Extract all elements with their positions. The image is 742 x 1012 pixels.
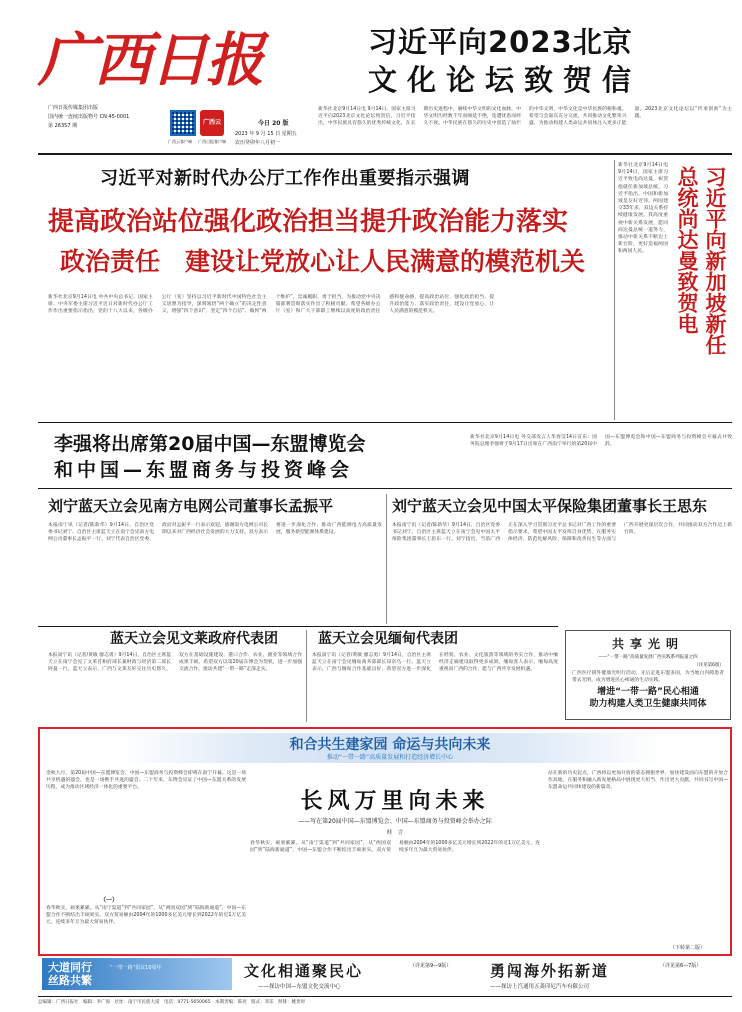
share-headline-2: 助力构建人类卫生健康共同体 xyxy=(589,699,707,709)
share-box xyxy=(565,630,731,720)
section-rule xyxy=(38,626,558,627)
side-story-headline-2: 总统尚达曼致贺电 xyxy=(675,166,699,334)
li-headline-2: 和中国—东盟商务与投资峰会 xyxy=(54,459,354,481)
edition-count: 今日 20 版 xyxy=(258,120,289,127)
feature-jump: （下转第二版） xyxy=(670,945,706,951)
top-story-headline-2: 文化论坛致贺信 xyxy=(368,63,642,97)
publisher-line: 广西日报传媒集团出版 xyxy=(48,105,99,111)
column-divider xyxy=(306,630,307,722)
column-divider xyxy=(386,494,387,624)
masthead-rule xyxy=(38,153,732,155)
app-logo-icon: 广西云 xyxy=(200,110,224,136)
section-rule xyxy=(38,488,732,489)
meeting-text-1: 本报南宁讯（记者/陈新华）9月14日，自治区党委书记刘宁、自治区主席蓝天立在南宁会见南方电网公司董事长孟振平一行。刘宁代表自治区党委、政府对孟振平一行表示欢迎，感谢南方电网公司长期以来对广西经济社会发展的大力支持。双方表示将进一步深化合作，推动广西能源电力高质量发展，服务新型能源体系建设。 xyxy=(48,523,382,543)
lead-text: 新华社北京9月14日电 中共中央总书记、国家主席、中央军委主席习近平近日对新时代办公厅工作作出重要指示指出，党的十八大以来，各级办公厅（室）坚持以习近平新时代中国特色社会主义思想为指导，深刻领悟“两个确立”的决定性意义，增强“四个意识”、坚定“四个自信”、做到“两个维护”，忠诚履职、勇于担当，为推动党中央决策部署贯彻落实作出了积极贡献。希望各级办公厅（室）和广大干部职工继续以高度的政治责任感和使命感，提高政治站位、强化政治担当、提升政治能力、落实政治责任，建设让党放心、让人民满意的模范机关。 xyxy=(48,295,495,315)
issue-number: 第 26357 期 xyxy=(48,123,78,129)
lead-headline-2: 政治责任 建设让党放心让人民满意的模范机关 xyxy=(60,247,586,276)
side-story-headline-1: 习近平向新加坡新任 xyxy=(703,166,727,355)
mid-headline-1: 蓝天立会见文莱政府代表团 xyxy=(110,631,278,647)
cn-number: 国内统一连续出版物号 CN 45-0001 xyxy=(48,114,130,120)
promo-title-1: 大道同行 xyxy=(48,961,92,974)
lunar-date: 农历癸卯年八月初一 xyxy=(235,140,281,146)
mid-text-2: 本报南宁讯（记者/黄敏 廖志勇）9月14日，自治区主席蓝天立在南宁会见缅甸商务部部长昂奈乌一行。蓝天立表示，广西与缅甸合作基础良好，希望双方进一步深化在经贸、农业、文化旅游等领域的务实合作，推动中缅经济走廊建设取得更多成果。缅甸客人表示，缅甸高度重视同广西的合作，愿与广西共享发展机遇。 xyxy=(312,653,558,673)
meeting-headline-1: 刘宁蓝天立会见南方电网公司董事长孟振平 xyxy=(48,497,334,515)
feature-section-marker: （一） xyxy=(100,897,119,904)
feature-col3: 站在新的历史起点，广西将以更加开放的姿态拥抱世界，加快建设面向东盟的开放合作高地，在服务和融入新发展格局中展现更大担当、作出更大贡献，共同书写中国—东盟命运共同体建设的新篇章。 xyxy=(548,771,728,791)
li-text: 新华社北京9月14日电 外交部发言人华春莹14日宣布：国务院总理李强将于9月17日出席在广西南宁举行的第20届中国—东盟博览会和中国—东盟商务与投资峰会开幕式并致辞。 xyxy=(470,435,732,448)
mid-headline-2: 蓝天立会见缅甸代表团 xyxy=(318,631,458,647)
app-label: 广西日报客户端 xyxy=(198,139,226,144)
bottom-story-1-sub: ——探访中国—东盟文化交流中心 xyxy=(258,984,341,990)
bottom-story-2-headline: 勇闯海外拓新道 xyxy=(490,962,610,980)
section-rule xyxy=(38,422,732,423)
feature-headline: 长风万里向未来 xyxy=(300,788,490,814)
feature-banner-sub: 推动“一带一路”高质量发展和打造经济增长中心 xyxy=(326,754,454,761)
bottom-story-1-ref: （详见第9—9版） xyxy=(410,963,452,969)
masthead-logo: 广西日报 xyxy=(38,26,263,94)
feature-col2: 春华秋实，硕果累累。从“南宁渠道”到“共同家园”，从“两国双园”到“陆海新通道”，中国—东盟合作不断结出丰硕果实。双方贸易额由2004年的1000多亿美元增长到2022年的近1万亿美元，连续多年互为最大贸易伙伴。 xyxy=(250,841,540,854)
side-story-text: 新华社北京9月14日电 9月14日，国家主席习近平致电尚达曼，祝贺他就任新加坡总统。习近平指出，中国和新加坡是友好近邻。两国建交33年来，双边关系持续健康发展。我高度重视中新关系发展，愿同尚达曼总统一道努力，推动中新关系不断迈上新台阶，更好造福两国和两国人民。 xyxy=(618,163,668,255)
top-story-text: 新华社北京9月14日电 9月14日，国家主席习近平向2023北京文化论坛致贺信。习近平指出，中华民族具有悠久的优秀传统文化，在长期历史进程中，赓续中华文明的文化血脉，中华文明历经数千年而绵延不绝，迭遭忧患而经久不衰。中华民族在悠久的历史中创造了灿烂的中华文明，中华文化是中华民族的根和魂。希望与会嘉宾充分交流，共同推动文化繁荣兴盛，为推动构建人类命运共同体注入更多正能量。2023北京文化论坛以“传承创新”为主题。 xyxy=(318,107,732,127)
feature-banner-title: 和合共生建家园 命运与共向未来 xyxy=(289,737,491,753)
share-sub: ——“一带一路”高质量发展广西实践系列报道之四 xyxy=(598,655,698,660)
bottom-story-2-sub: ——探访上汽通用五菱印尼汽车有限公司 xyxy=(490,984,590,990)
feature-col1b: 春华秋实，硕果累累。从“南宁渠道”到“共同家园”，从“两国双园”到“陆海新通道”，中国—东盟合作不断结出丰硕果实。双方贸易额由2004年的1000多亿美元增长到2022年的近1万亿美元，连续多年互为最大贸易伙伴。 xyxy=(46,906,246,926)
share-headline-1: 增进“一带一路”民心相通 xyxy=(597,687,699,697)
share-title: 共享光明 xyxy=(611,637,684,651)
date-line: 2023 年 9 月 15 日 星期五 xyxy=(235,131,297,137)
mid-text-1: 本报南宁讯（记者/黄敏 廖志勇）9月14日，自治区主席蓝天立在南宁会见了文莱首相府部长兼财政与经济第二部长阿曼一行。蓝天立表示，广西与文莱友好交往历史悠久，双方在基础设施建设、港口合作、农业、渔业等领域合作成果丰硕。希望双方以第20届东博会为契机，进一步加强交流合作，推动共建“一带一路”走深走实。 xyxy=(48,653,302,673)
footer-text: 总编辑：广西日报社 编辑：李广海 社址：南宁市民族大道 电话：0771-5650065 本期责编：陈亮 版式：邓乐 照排：姚贵时 xyxy=(38,1000,306,1005)
top-story-headline-1: 习近平向2023北京 xyxy=(368,25,633,59)
footer-rule xyxy=(38,996,732,997)
meeting-text-2: 本报南宁讯（记者/陈新华）9月14日，自治区党委书记刘宁、自治区主席蓝天立在南宁会见中国太平保险集团董事长王思东一行。刘宁指出，当前广西正在深入学习贯彻习近平总书记对广西工作的重要指示要求，希望中国太平发挥自身优势，在服务实体经济、防范化解风险、保障和改善民生等方面与广西开展更深层次合作，共同推动双方合作迈上新台阶。 xyxy=(392,523,732,543)
feature-subtitle: ——写在第20届中国—东盟博览会、中国—东盟商务与投资峰会举办之际 xyxy=(298,818,492,825)
feature-byline: 桂 言 xyxy=(386,830,404,836)
bottom-story-2-ref: （详见第6—7版） xyxy=(660,963,702,969)
share-source: （详见第6版） xyxy=(694,663,724,668)
share-text: 广西医疗援外健康光明行活动，先后走进东盟多国，为当地白内障患者带去光明，成为增进民心相通的生动实践。 xyxy=(572,671,724,684)
meeting-headline-2: 刘宁蓝天立会见中国太平保险集团董事长王思东 xyxy=(392,497,708,515)
qr-label: 广西云客户端 xyxy=(168,139,192,144)
bottom-story-1-headline: 文化相通聚民心 xyxy=(244,962,364,980)
promo-title-2: 丝路共繁 xyxy=(48,974,92,987)
feature-col1: 金秋九月，第20届中国—东盟博览会、中国—东盟商务与投资峰会即将在南宁开幕。这是一场共享机遇的盛会，也是一场携手共进的盛会。二十年来，东博会见证了中国—东盟关系的发展历程，成为推动区域经济一体化的重要平台。 xyxy=(46,771,246,791)
promo-sub: “一带一路”倡议10周年 xyxy=(110,965,162,971)
lead-kicker: 习近平对新时代办公厅工作作出重要指示强调 xyxy=(100,168,470,189)
qr-code-icon xyxy=(170,110,196,136)
column-divider xyxy=(614,160,615,420)
li-headline-1: 李强将出席第20届中国—东盟博览会 xyxy=(54,433,366,455)
lead-headline-1: 提高政治站位强化政治担当提升政治能力落实 xyxy=(48,207,569,237)
